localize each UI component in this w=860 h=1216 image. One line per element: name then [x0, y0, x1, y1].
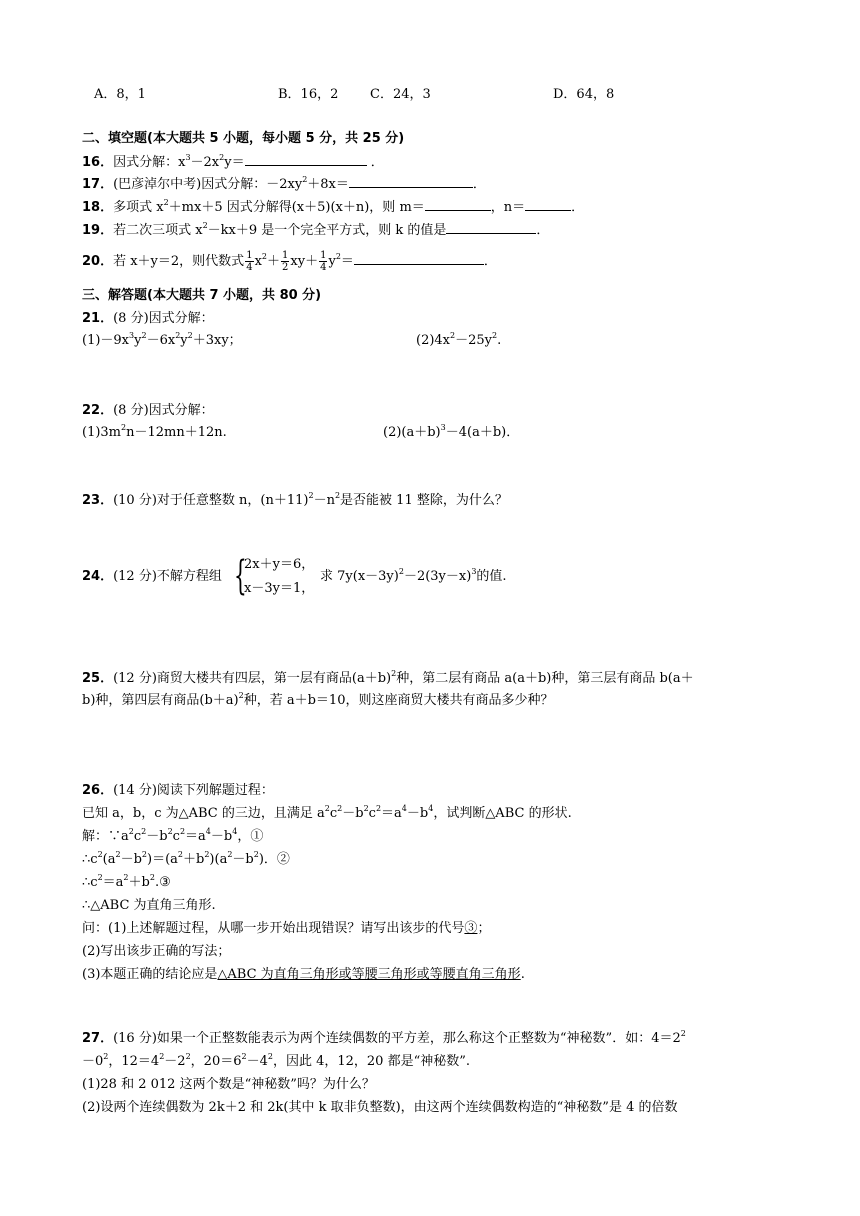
q26-given-f: －b	[406, 806, 429, 821]
question-16	[82, 152, 384, 172]
q26-s1d: c	[172, 829, 180, 844]
sup: 2	[123, 872, 129, 882]
q26-given-c: －b	[342, 806, 364, 821]
q26-head: (14 分)阅读下列解题过程：	[113, 783, 274, 798]
q26-given-b: c	[329, 806, 338, 821]
q27-line-3: (1)28 和 2 012 这两个数是“神秘数”吗？为什么？	[82, 1077, 375, 1092]
sup: 3	[440, 422, 446, 432]
q21-p2c: .	[497, 333, 502, 348]
q19-number: 19．	[82, 223, 114, 238]
answer-blank-m[interactable]	[425, 197, 491, 211]
section-3-title: 三、解答题(本大题共 7 小题，共 80 分)	[82, 288, 322, 303]
q15-option-a: A．8，1	[94, 87, 146, 102]
question-20	[82, 246, 497, 278]
q26-s1b: c	[133, 829, 142, 844]
sup: 2	[167, 826, 173, 836]
q21-number: 21．	[82, 311, 114, 326]
answer-blank[interactable]	[354, 251, 484, 265]
numerator: 1	[246, 250, 253, 261]
fraction	[319, 250, 327, 273]
q26-s2e: ＋b	[183, 852, 205, 867]
q26-s3c: ＋b	[128, 875, 150, 890]
q21-part-2	[416, 332, 501, 350]
q27-l2f: ，因此 4，12，20 都是“神秘数”.	[272, 1054, 471, 1069]
q21-head: (8 分)因式分解：	[113, 311, 214, 326]
question-24	[82, 568, 222, 586]
q27-l1: (16 分)如果一个正整数能表示为两个连续偶数的平方差，那么称这个正整数为“神秘数”．如：4＝2	[113, 1031, 681, 1046]
q26-step-1	[82, 828, 263, 846]
q20-text-3: ＋	[267, 254, 281, 269]
q27-line-2	[82, 1053, 470, 1071]
fraction	[281, 250, 289, 273]
q16-text-3: y＝	[224, 155, 245, 170]
q19-text-2: －kx＋9 是一个完全平方式，则 k 的值是	[207, 223, 447, 238]
q21-part-1	[82, 332, 242, 350]
sup: 2	[391, 668, 397, 678]
equation-brace: {	[234, 553, 247, 599]
denominator: 4	[320, 262, 327, 273]
question-17	[82, 174, 486, 194]
q22-p2b: －4(a＋b)．	[445, 425, 520, 440]
q24-ask	[320, 568, 507, 586]
q26-step-2	[82, 851, 290, 869]
q26-step-4: ∴△ABC 为直角三角形.	[82, 898, 216, 913]
sup: 4	[232, 826, 238, 836]
q23-text: (10 分)对于任意整数 n，(n＋11)	[113, 493, 309, 508]
sup: 2	[159, 1051, 165, 1061]
sup: 2	[302, 174, 308, 184]
q26-given-d: c	[368, 806, 376, 821]
q15-option-b: B．16，2	[278, 87, 339, 102]
q25-l1a: (12 分)商贸大楼共有四层，第一层有商品(a＋b)	[113, 671, 392, 686]
q21-p1: (1)－9x	[82, 333, 130, 348]
q24-t2: －2(3y－x)	[403, 569, 472, 584]
q26-s3a: ∴c	[82, 875, 98, 890]
q26-s1a: 解：∵a	[82, 829, 129, 844]
sup: 2	[128, 826, 134, 836]
q24-eq2: x－3y＝1，	[244, 581, 315, 596]
q22-number: 22．	[82, 403, 114, 418]
sup: 2	[204, 849, 210, 859]
sup: 2	[175, 330, 181, 340]
q25-l1b: 种，第二层有商品 a(a＋b)种，第三层有商品 b(a＋	[396, 671, 694, 686]
q25-number: 25．	[82, 671, 114, 686]
q26-given	[82, 805, 572, 823]
sup: 3	[471, 566, 477, 576]
q26-given-a: 已知 a，b，c 为△ABC 的三边，且满足 a	[82, 806, 325, 821]
q17-text: (巴彦淖尔中考)因式分解：－2xy	[113, 177, 303, 192]
q26-number: 26．	[82, 783, 114, 798]
q16-number: 16．	[82, 155, 114, 170]
q26-given-e: ＝a	[381, 806, 402, 821]
q26-s3b: ＝a	[102, 875, 124, 890]
q18-number: 18．	[82, 200, 114, 215]
q27-l2a: －0	[82, 1054, 104, 1069]
q26-s1c: －b	[146, 829, 168, 844]
q26-given-g: ，试判断△ABC 的形状.	[433, 806, 572, 821]
q22-head: (8 分)因式分解：	[113, 403, 214, 418]
answer-blank[interactable]	[349, 174, 473, 188]
sup: 2	[261, 251, 267, 261]
q15-option-d: D．64，8	[553, 87, 615, 102]
q26-s3d: .③	[154, 875, 171, 890]
section-2-title: 二、填空题(本大题共 5 小题，每小题 5 分，共 25 分)	[82, 131, 405, 146]
numerator: 1	[320, 250, 327, 261]
q26-s2h: )．②	[258, 852, 290, 867]
sup: 3	[129, 330, 135, 340]
q22-p2: (2)(a＋b)	[383, 425, 441, 440]
q26-s1f: －b	[210, 829, 233, 844]
sup: 2	[363, 803, 369, 813]
q19-text: 若二次三项式 x	[113, 223, 203, 238]
sup: 2	[337, 803, 343, 813]
q18-tail: ．	[571, 200, 585, 215]
numerator: 1	[282, 250, 289, 261]
question-26	[82, 782, 274, 800]
q19-tail: ．	[536, 223, 550, 238]
sup: 2	[163, 197, 169, 207]
sup: 2	[680, 1028, 686, 1038]
sup: 2	[185, 1051, 191, 1061]
q17-text-2: ＋8x＝	[307, 177, 349, 192]
sup: 2	[187, 330, 193, 340]
q27-l2c: －2	[164, 1054, 186, 1069]
sup: 2	[149, 872, 155, 882]
q20-text-4: xy＋	[290, 254, 319, 269]
denominator: 4	[246, 262, 253, 273]
answer-blank-n[interactable]	[525, 197, 571, 211]
q22-part-1	[82, 424, 227, 442]
q24-t1: 求 7y(x－3y)	[320, 569, 399, 584]
sup: 2	[267, 1051, 273, 1061]
q26-s1e: ＝a	[185, 829, 206, 844]
q25-line-2	[82, 692, 553, 710]
q24-number: 24．	[82, 569, 114, 584]
q18-text: 多项式 x	[113, 200, 164, 215]
sup: 2	[177, 849, 183, 859]
q17-number: 17．	[82, 177, 114, 192]
sup: 2	[324, 803, 330, 813]
q26-answer-conclusion: △ABC 为直角三角形或等腰三角形或等腰直角三角形	[217, 967, 521, 982]
q18-text-3: ，n＝	[490, 200, 526, 215]
sup: 2	[121, 422, 127, 432]
q25-l2b: 种，若 a＋b＝10，则这座商贸大楼共有商品多少种？	[243, 693, 554, 708]
q20-text-2: x	[254, 254, 262, 269]
q26-question-2: (2)写出该步正确的写法；	[82, 944, 231, 959]
sup: 2	[202, 220, 208, 230]
q16-text-2: －2x	[190, 155, 220, 170]
sup: 2	[141, 826, 147, 836]
q23-text-3: 是否能被 11 整除，为什么？	[340, 493, 508, 508]
q26-answer-step: ③	[464, 921, 478, 936]
q27-l2d: ，20＝6	[190, 1054, 242, 1069]
q26-step-3	[82, 874, 171, 892]
q26-s2a: ∴c	[82, 852, 98, 867]
sup: 2	[238, 690, 244, 700]
sup: 2	[141, 330, 147, 340]
sup: 2	[115, 849, 121, 859]
q22-p1: (1)3m	[82, 425, 122, 440]
q26-s2d: )＝(a	[147, 852, 178, 867]
sup: 2	[334, 490, 341, 500]
sup: 2	[375, 803, 382, 813]
sup: 3	[185, 152, 191, 162]
sup: 2	[398, 566, 404, 576]
q26-q3c: .	[520, 967, 525, 982]
q21-p1b: y	[134, 333, 142, 348]
q27-line-4: (2)设两个连续偶数为 2k＋2 和 2k(其中 k 取非负整数)，由这两个连续偶数构造的“神秘数”是 4 的倍数	[82, 1100, 678, 1115]
q22-part-2	[383, 424, 519, 442]
sup: 2	[227, 849, 233, 859]
q26-q1c: ；	[477, 921, 491, 936]
q22-p1b: n－12mn＋12n.	[126, 425, 227, 440]
sup: 2	[253, 849, 259, 859]
q21-p1d: y	[180, 333, 188, 348]
q26-s2g: －b	[232, 852, 254, 867]
q27-l2e: －4	[246, 1054, 268, 1069]
q26-s2f: )(a	[209, 852, 228, 867]
q24-eq1: 2x＋y＝6，	[244, 557, 315, 572]
q15-option-c: C．24，3	[370, 87, 431, 102]
sup: 2	[492, 330, 498, 340]
q26-question-1	[82, 920, 490, 938]
q26-question-3	[82, 966, 525, 984]
sup: 2	[450, 330, 456, 340]
question-21	[82, 310, 214, 328]
sup: 4	[205, 826, 211, 836]
q26-s1g: ，①	[237, 829, 264, 844]
q26-s2b: (a	[102, 852, 116, 867]
q21-p2: (2)4x	[416, 333, 451, 348]
question-22	[82, 402, 214, 420]
q25-l2a: b)种，第四层有商品(b＋a)	[82, 693, 239, 708]
q17-tail: ．	[472, 177, 486, 192]
denominator: 2	[282, 262, 289, 273]
sup: 2	[97, 849, 103, 859]
sup: 2	[97, 872, 103, 882]
q21-p1c: －6x	[146, 333, 176, 348]
q23-text-2: －n	[313, 493, 335, 508]
q16-tail: ．	[370, 155, 384, 170]
q16-text: 因式分解：x	[113, 155, 186, 170]
q24-head: (12 分)不解方程组	[113, 569, 222, 584]
sup: 4	[428, 803, 434, 813]
q20-number: 20．	[82, 254, 114, 269]
question-19	[82, 220, 549, 240]
q18-text-2: ＋mx＋5 因式分解得(x＋5)(x＋n)，则 m＝	[168, 200, 425, 215]
q21-p1e: ＋3xy；	[192, 333, 242, 348]
q20-text-5: y	[328, 254, 336, 269]
question-23	[82, 492, 508, 510]
sup: 2	[103, 1051, 109, 1061]
q20-tail: ．	[483, 254, 497, 269]
answer-blank[interactable]	[245, 152, 367, 166]
q26-q3a: (3)本题正确的结论应是	[82, 967, 218, 982]
q24-t3: 的值.	[476, 569, 507, 584]
question-27	[82, 1030, 686, 1048]
sup: 2	[179, 826, 186, 836]
q27-l2b: ，12＝4	[108, 1054, 160, 1069]
sup: 2	[335, 251, 341, 261]
q26-q1a: 问：(1)上述解题过程，从哪一步开始出现错误？请写出该步的代号	[82, 921, 465, 936]
q20-text: 若 x＋y＝2，则代数式	[113, 254, 245, 269]
sup: 2	[141, 849, 147, 859]
sup: 2	[219, 152, 225, 162]
sup: 4	[401, 803, 407, 813]
q27-number: 27．	[82, 1031, 114, 1046]
answer-blank[interactable]	[446, 220, 536, 234]
question-18	[82, 197, 584, 217]
q20-text-6: ＝	[340, 254, 354, 269]
q21-p2b: －25y	[455, 333, 493, 348]
q26-s2c: －b	[120, 852, 142, 867]
sup: 2	[308, 490, 314, 500]
question-25	[82, 670, 694, 688]
sup: 2	[241, 1051, 247, 1061]
q23-number: 23．	[82, 493, 114, 508]
fraction	[245, 250, 253, 273]
